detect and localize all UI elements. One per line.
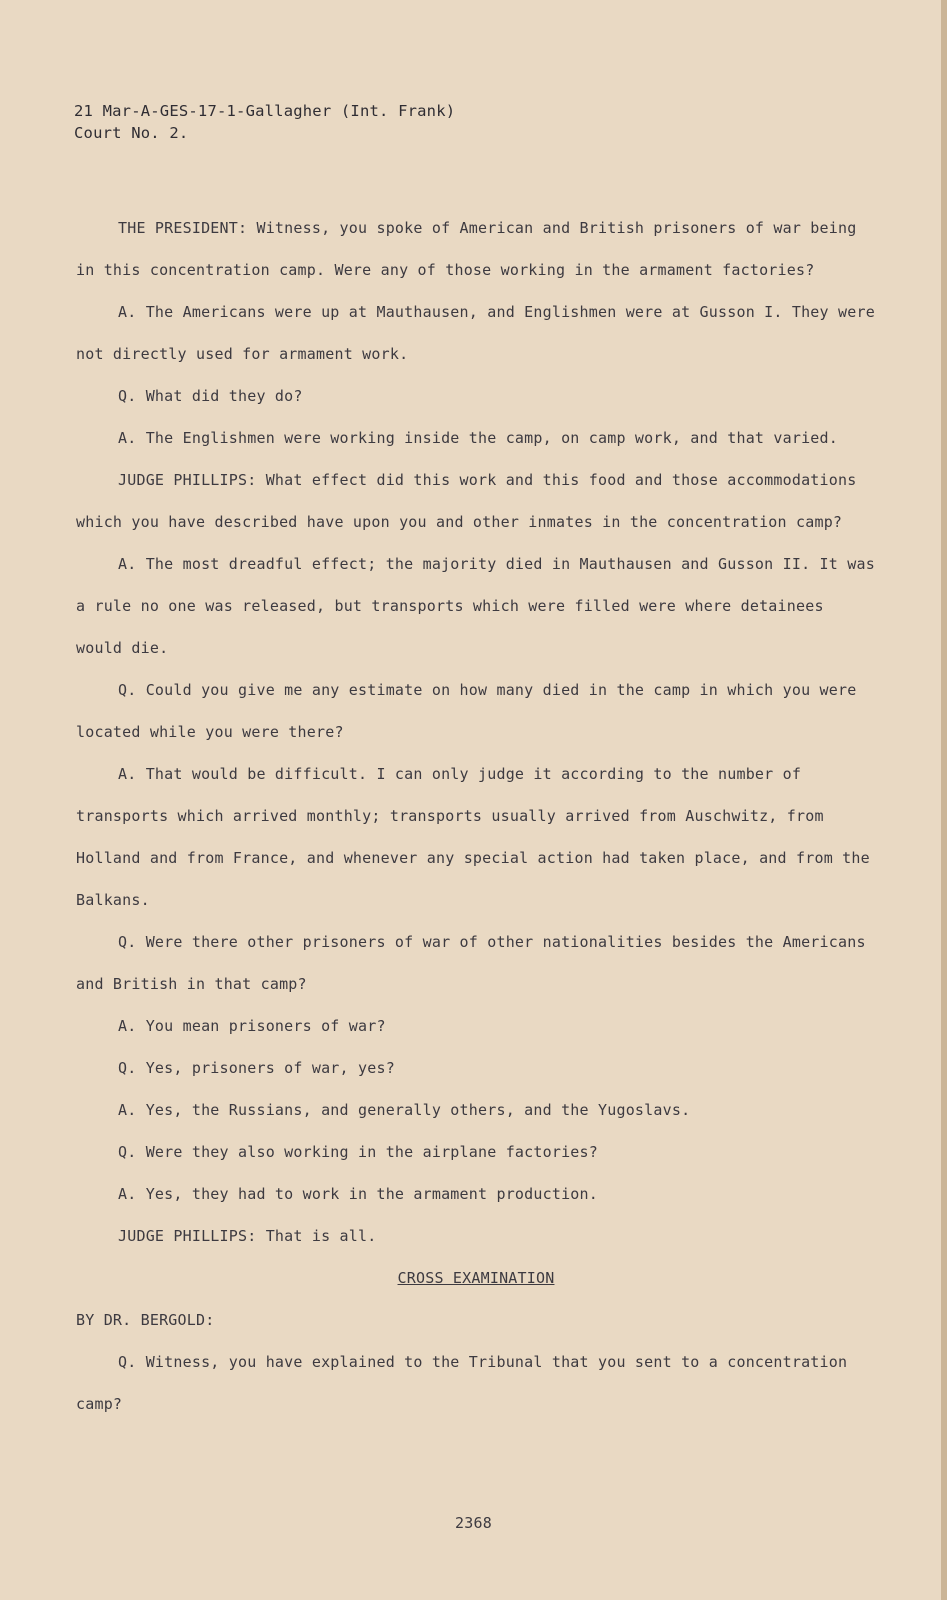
paragraph-14: A. Yes, they had to work in the armament production.: [118, 1185, 598, 1203]
paragraph-9: Q. Were there other prisoners of war of other nationalities besides the Americans and British in that camp?: [76, 933, 866, 993]
paragraph-7: Q. Could you give me any estimate on how many died in the camp in which you were located while you were there?: [76, 681, 857, 741]
transcript-body: [76, 207, 876, 1425]
paragraph-10: A. You mean prisoners of war?: [118, 1017, 386, 1035]
header-line-2: Court No. 2.: [74, 124, 189, 142]
paragraph-15: JUDGE PHILLIPS: That is all.: [118, 1227, 377, 1245]
paragraph-4: A. The Englishmen were working inside the camp, on camp work, and that varied.: [118, 429, 838, 447]
section-title: CROSS EXAMINATION: [397, 1269, 555, 1287]
paragraph-11: Q. Yes, prisoners of war, yes?: [118, 1059, 395, 1077]
paragraph-5: JUDGE PHILLIPS: What effect did this work and this food and those accommodations which you have described have upon you and other inmates in the concentration camp?: [76, 471, 857, 531]
paragraph-1: THE PRESIDENT: Witness, you spoke of American and British prisoners of war being in this concentration camp. Were any of those working in the armament factories?: [76, 219, 857, 279]
header-line-1: 21 Mar-A-GES-17-1-Gallagher (Int. Frank): [74, 102, 456, 120]
examiner-byline: BY DR. BERGOLD:: [76, 1311, 215, 1329]
paragraph-2: A. The Americans were up at Mauthausen, and Englishmen were at Gusson I. They were not directly used for armament work.: [76, 303, 875, 363]
paragraph-3: Q. What did they do?: [118, 387, 303, 405]
paragraph-6: A. The most dreadful effect; the majority died in Mauthausen and Gusson II. It was a rule no one was released, but transports which were filled were where detainees would die.: [76, 555, 875, 657]
document-header: [74, 100, 455, 144]
paragraph-12: A. Yes, the Russians, and generally others, and the Yugoslavs.: [118, 1101, 691, 1119]
paragraph-16: Q. Witness, you have explained to the Tribunal that you sent to a concentration camp?: [76, 1353, 848, 1413]
paragraph-13: Q. Were they also working in the airplane factories?: [118, 1143, 598, 1161]
page-number: 2368: [455, 1514, 492, 1532]
paragraph-8: A. That would be difficult. I can only judge it according to the number of transports which arrived monthly; transports usually arrived from Auschwitz, from Holland and from France, and whenever any special action had taken place, and from the Balkans.: [76, 765, 870, 909]
page-edge: [941, 0, 947, 1600]
